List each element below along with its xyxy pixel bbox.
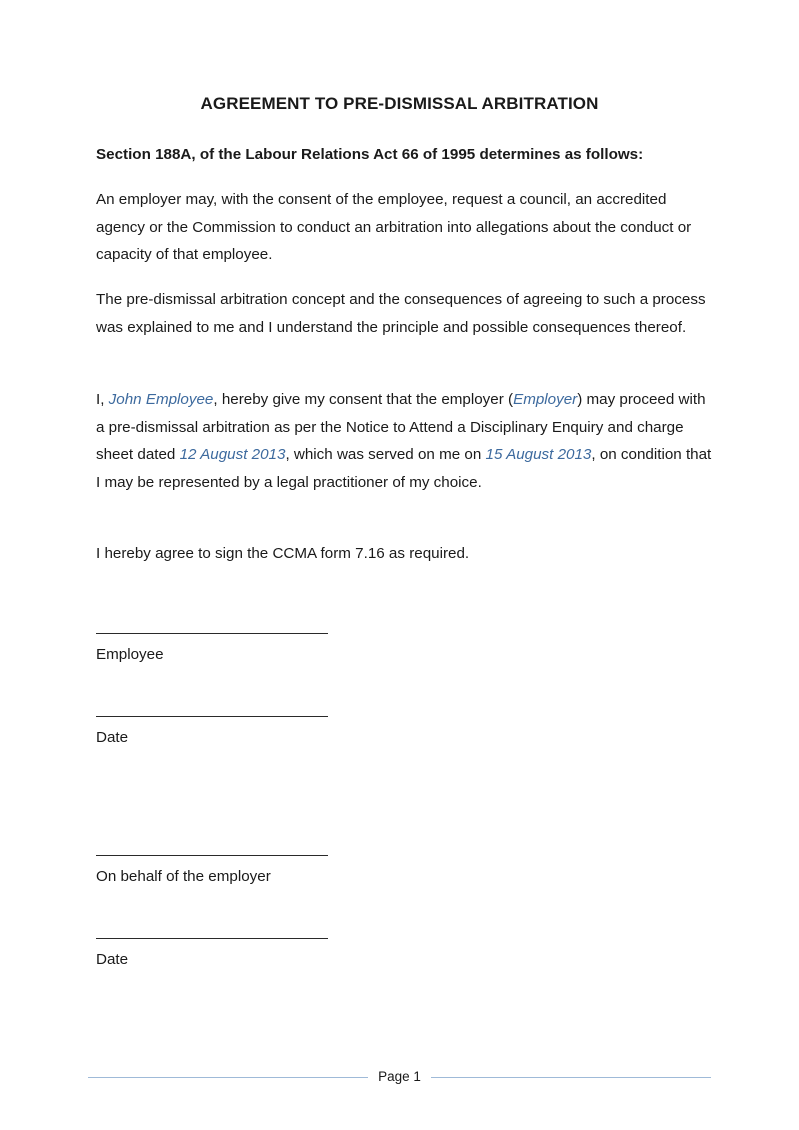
employer-signature-label: On behalf of the employer xyxy=(96,868,271,885)
paragraph-section-188a: An employer may, with the consent of the employee, request a council, an accredited agency or the Commission to conduct an arbitration into allegations about the conduct or capacity of that employee. xyxy=(96,191,692,264)
consent-text-3: ) may proceed with a pre-dismissal arbitration as per the Notice to Attend a Disciplinary Enquiry and charge sheet dated xyxy=(96,391,706,464)
footer-rule-right xyxy=(431,1077,711,1078)
employee-name-field: John Employee xyxy=(108,391,214,408)
employer-date-label: Date xyxy=(96,951,129,968)
paragraph-consent xyxy=(96,386,716,496)
page-number: Page 1 xyxy=(378,1069,421,1084)
employer-date-line xyxy=(96,938,328,939)
consent-text-2: , hereby give my consent that the employer ( xyxy=(213,391,514,408)
charge-sheet-date-field: 12 August 2013 xyxy=(179,446,286,464)
employee-date-label: Date xyxy=(96,729,129,746)
consent-text-5: , on condition that I may be represented by a legal practitioner of my choice. xyxy=(96,446,712,491)
document-title: AGREEMENT TO PRE-DISMISSAL ARBITRATION xyxy=(200,94,599,113)
paragraph-ccma-form: I hereby agree to sign the CCMA form 7.16 as required. xyxy=(96,545,470,562)
employer-name-field: Employer xyxy=(513,391,578,408)
employer-signature-line xyxy=(96,855,328,856)
footer-rule-left xyxy=(88,1077,368,1078)
consent-text-4: , which was served on me on xyxy=(285,446,486,464)
employee-signature-label: Employee xyxy=(96,646,164,663)
served-date-field: 15 August 2013 xyxy=(485,446,592,464)
consent-text-1: I, xyxy=(96,391,109,408)
section-heading: Section 188A, of the Labour Relations Act 66 of 1995 determines as follows: xyxy=(96,146,644,163)
paragraph-explanation: The pre-dismissal arbitration concept and the consequences of agreeing to such a process was explained to me and I understand the principle and possible consequences thereof. xyxy=(96,291,706,336)
employee-signature-line xyxy=(96,633,328,634)
employee-date-line xyxy=(96,716,328,717)
